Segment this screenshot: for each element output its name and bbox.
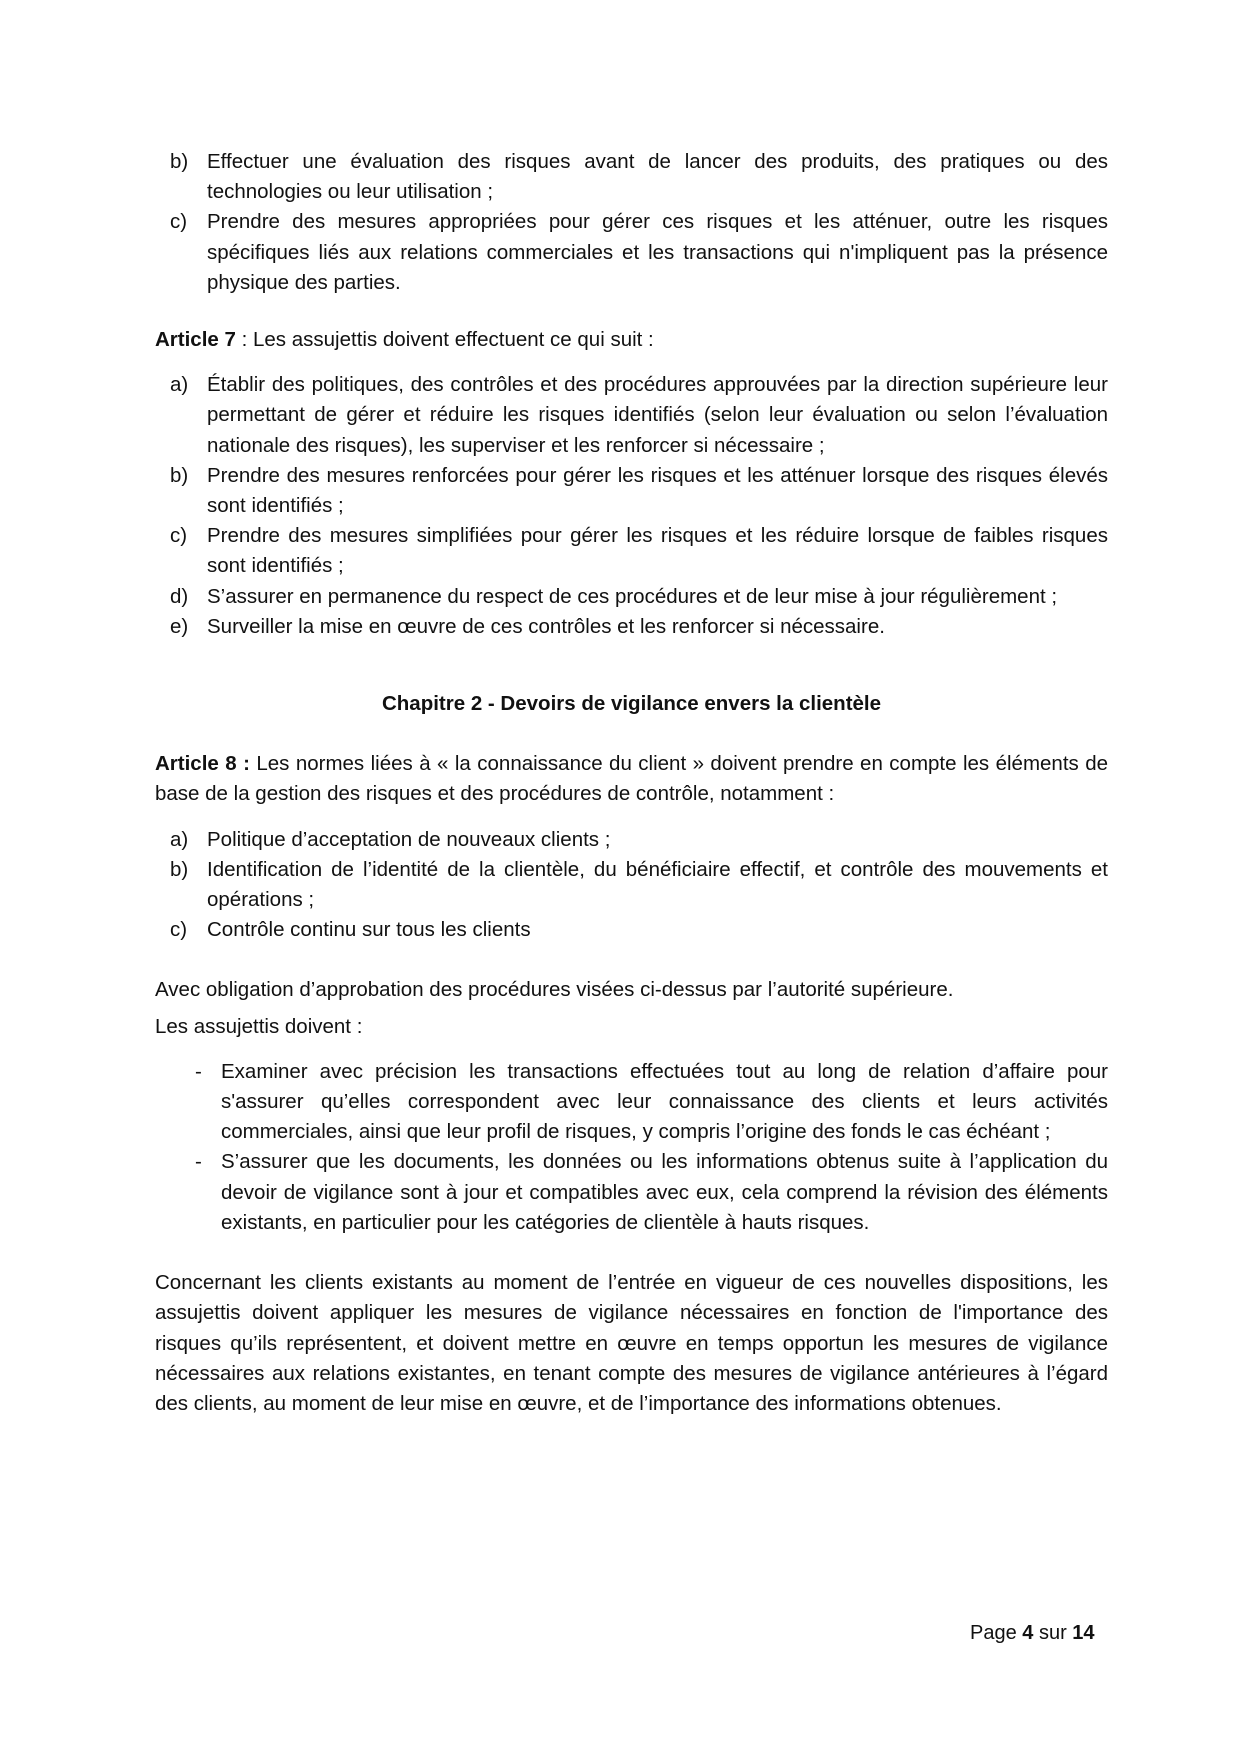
list-marker: b) (170, 463, 189, 487)
article8-heading (155, 749, 1108, 809)
dash-marker: - (195, 1150, 202, 1174)
list-item (155, 370, 1108, 461)
list-item (155, 825, 1108, 855)
list-item (155, 207, 1108, 298)
chapter-title: Chapitre 2 - Devoirs de vigilance envers la clientèle (381, 692, 882, 716)
list-marker: a) (170, 373, 189, 397)
list-item-text: Prendre des mesures simplifiées pour gérer les risques et les réduire lorsque de faibles risques sont identifiés ; (207, 524, 1108, 578)
article7-label: Article 7 (155, 328, 236, 352)
list-item-text: Prendre des mesures renforcées pour gérer les risques et les atténuer lorsque des risques élevés sont identifiés ; (207, 463, 1108, 518)
list-item (155, 915, 1108, 945)
list-item-text: Prendre des mesures appropriées pour gérer ces risques et les atténuer, outre les risques spécifiques liés aux relations commerciales et les transactions qui n'impliquent pas la présence physique des parties. (207, 210, 1108, 294)
article8-label: Article 8 : (155, 752, 250, 776)
list-item-text: Surveiller la mise en œuvre de ces contrôles et les renforcer si nécessaire. (207, 614, 885, 638)
page-separator: sur (1033, 1622, 1073, 1644)
list-item-text: Contrôle continu sur tous les clients (207, 918, 531, 942)
article8-list (155, 825, 1108, 946)
article6-list-continued (155, 147, 1108, 298)
list-marker: c) (170, 524, 188, 548)
list-item (155, 1057, 1108, 1148)
list-item (155, 1147, 1108, 1238)
article8-intro: Les normes liées à « la connaissance du client » doivent prendre en compte les éléments de base de la gestion des risques et des procédures de contrôle, notamment : (155, 752, 1109, 806)
list-marker: d) (170, 584, 189, 608)
document-page (155, 147, 1108, 1419)
page-prefix: Page (970, 1622, 1023, 1644)
dash-marker: - (195, 1059, 202, 1083)
list-item (155, 147, 1108, 207)
list-item (155, 461, 1108, 521)
list-item-text: Effectuer une évaluation des risques avant de lancer des produits, des pratiques ou des technologies ou leur utilisation ; (207, 150, 1108, 204)
article7-heading (155, 325, 1108, 355)
obligations-intro: Les assujettis doivent : (155, 1014, 363, 1038)
list-item (155, 612, 1108, 642)
existing-clients-paragraph: Concernant les clients existants au moment de l’entrée en vigueur de ces nouvelles dispositions, les assujettis doivent appliquer les mesures de vigilance nécessaires en fonction de l'importance des risques qu’ils représentent, et doivent mettre en œuvre en temps opportun les mesures de vigilance nécessaires aux relations existantes, en tenant compte des mesures de vigilance antérieures à l’égard des clients, au moment de leur mise en œuvre, et de l’importance des informations obtenues. (155, 1271, 1108, 1415)
list-item-text: Établir des politiques, des contrôles et des procédures approuvées par la direction supérieure leur permettant de gérer et réduire les risques identifiés (selon leur évaluation ou selon l’évaluation nationale des risques), les superviser et les renforcer si nécessaire ; (207, 373, 1108, 457)
list-marker: c) (170, 210, 188, 234)
page-number-footer (970, 1622, 1095, 1645)
list-marker: c) (170, 918, 188, 942)
list-item (155, 855, 1108, 915)
list-item-text: Politique d’acceptation de nouveaux clients ; (207, 827, 611, 851)
approval-paragraph: Avec obligation d’approbation des procédures visées ci-dessus par l’autorité supérieure. (155, 978, 954, 1002)
page-total: 14 (1072, 1622, 1095, 1644)
list-item-text: S’assurer que les documents, les données ou les informations obtenus suite à l’application du devoir de vigilance sont à jour et compatibles avec eux, cela comprend la révision des éléments existants, en particulier pour les catégories de clientèle à hauts risques. (221, 1150, 1108, 1234)
list-item-text: Examiner avec précision les transactions effectuées tout au long de relation d’affaire pour s'assurer qu’elles correspondent avec leur connaissance des clients et leurs activités commerciales, ainsi que leur profil de risques, y compris l’origine des fonds le cas échéant ; (221, 1059, 1108, 1144)
list-item (155, 521, 1108, 581)
list-item-text: Identification de l’identité de la clientèle, du bénéficiaire effectif, et contrôle des mouvements et opérations ; (207, 857, 1108, 912)
list-item-text: S’assurer en permanence du respect de ces procédures et de leur mise à jour régulièrement ; (207, 584, 1058, 608)
list-marker: e) (170, 614, 189, 638)
article7-intro: : Les assujettis doivent effectuent ce qui suit : (235, 328, 654, 352)
page-current: 4 (1022, 1622, 1034, 1644)
list-marker: b) (170, 857, 189, 881)
list-item (155, 582, 1108, 612)
list-marker: b) (170, 150, 189, 173)
article7-list (155, 370, 1108, 642)
list-marker: a) (170, 827, 189, 851)
obligations-list (155, 1057, 1108, 1238)
